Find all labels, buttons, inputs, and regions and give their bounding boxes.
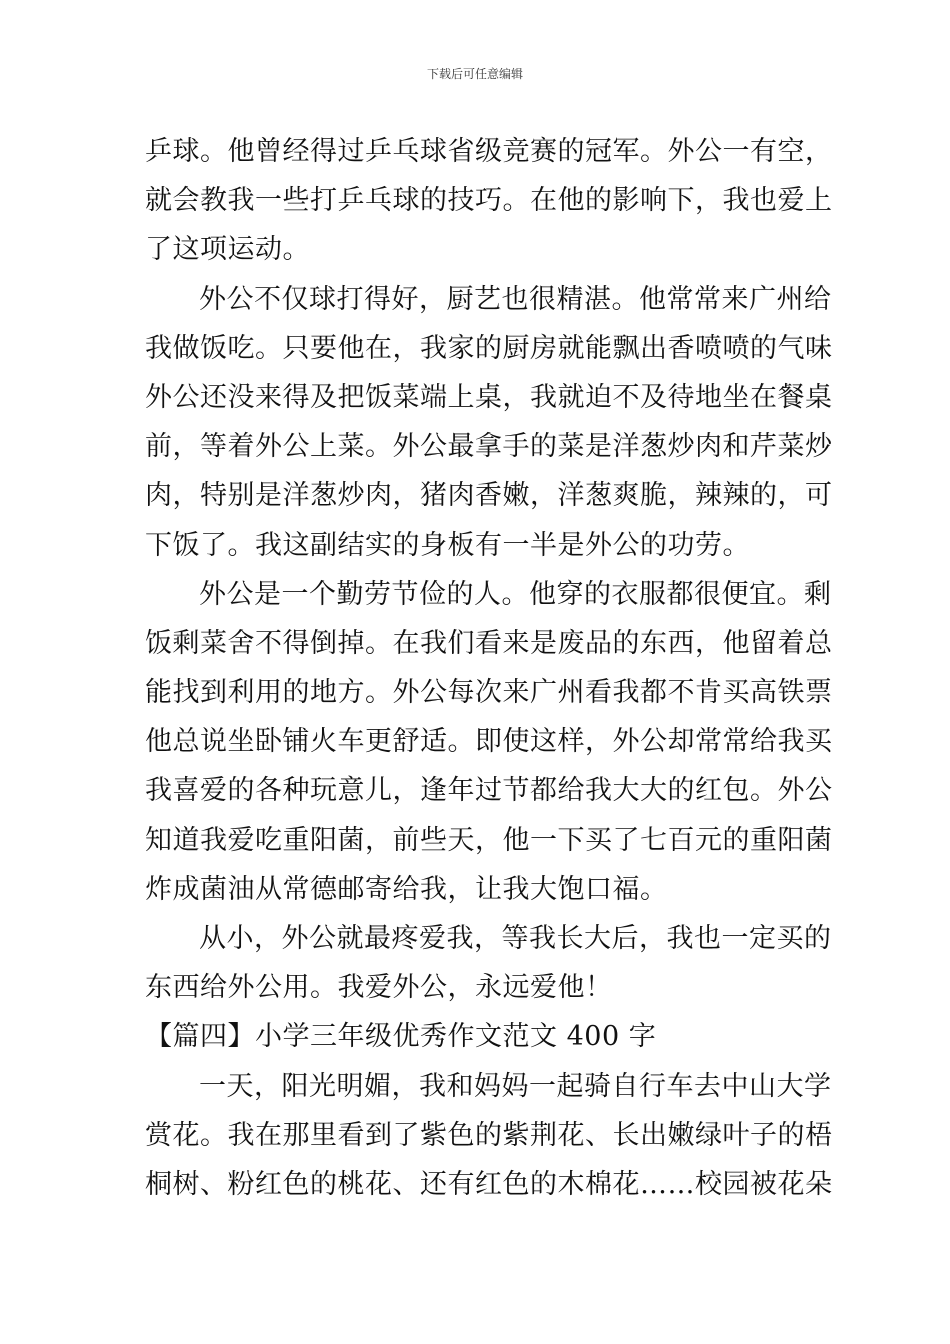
text-line: 炸成菌油从常德邮寄给我，让我大饱口福。: [145, 873, 668, 905]
section-heading: 【篇四】小学三年级优秀作文范文 400 字: [145, 1021, 657, 1053]
document-body: [145, 127, 833, 1209]
text-line: 就会教我一些打乒乓球的技巧。在他的影响下，我也爱上: [145, 185, 833, 217]
text-line: 知道我爱吃重阳菌，前些天，他一下买了七百元的重阳菌: [145, 824, 833, 856]
text-line: 桐树、粉红色的桃花、还有红色的木棉花……校园被花朵: [145, 1168, 833, 1200]
text-line: 肉，特别是洋葱炒肉，猪肉香嫩，洋葱爽脆，辣辣的，可: [145, 480, 833, 512]
paragraph-start-line: 一天，阳光明媚，我和妈妈一起骑自行车去中山大学: [199, 1070, 832, 1102]
text-line: 下饭了。我这副结实的身板有一半是外公的功劳。: [145, 529, 750, 561]
text-line: 东西给外公用。我爱外公，永远爱他！: [145, 972, 613, 1004]
paragraph-start-line: 外公不仅球打得好，厨艺也很精湛。他常常来广州给: [199, 283, 832, 315]
text-line: 我做饭吃。只要他在，我家的厨房就能飘出香喷喷的气味: [145, 332, 833, 364]
text-line: 了这项运动。: [145, 234, 310, 266]
text-line: 能找到利用的地方。外公每次来广州看我都不肯买高铁票: [145, 677, 833, 709]
text-line: 赏花。我在那里看到了紫色的紫荆花、长出嫩绿叶子的梧: [145, 1119, 833, 1151]
page-header: 下载后可任意编辑: [426, 67, 523, 81]
paragraph-start-line: 从小，外公就最疼爱我，等我长大后，我也一定买的: [199, 923, 832, 954]
text-line: 我喜爱的各种玩意儿，逢年过节都给我大大的红包。外公: [145, 775, 833, 807]
text-line: 外公还没来得及把饭菜端上桌，我就迫不及待地坐在餐桌: [145, 381, 833, 413]
text-line: 乒球。他曾经得过乒乓球省级竞赛的冠军。外公一有空，: [145, 136, 833, 167]
text-line: 饭剩菜舍不得倒掉。在我们看来是废品的东西，他留着总: [145, 627, 833, 659]
text-line: 前，等着外公上菜。外公最拿手的菜是洋葱炒肉和芹菜炒: [145, 431, 833, 463]
paragraph-start-line: 外公是一个勤劳节俭的人。他穿的衣服都很便宜。剩: [199, 578, 832, 610]
text-line: 他总说坐卧铺火车更舒适。即使这样，外公却常常给我买: [145, 726, 833, 758]
